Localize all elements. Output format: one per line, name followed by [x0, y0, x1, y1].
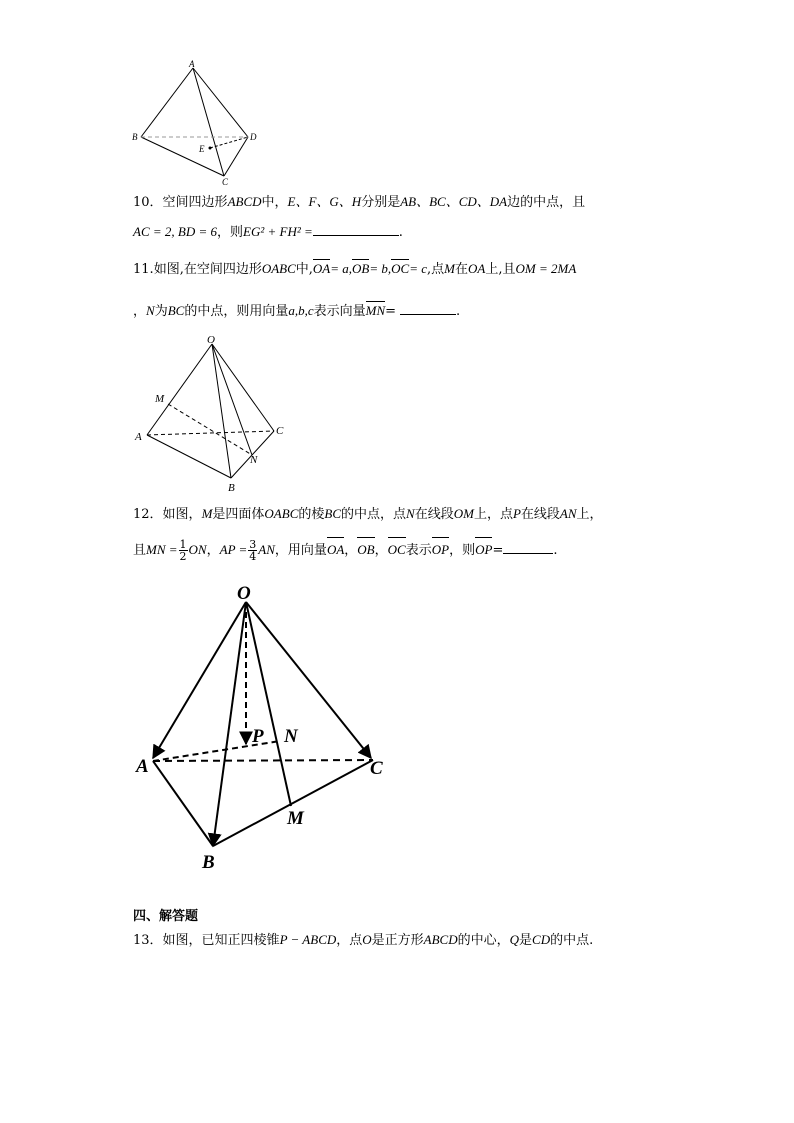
q13-text: 的中点. — [550, 933, 594, 948]
q12-eq: = — [492, 543, 504, 558]
q12-text: 且 — [133, 543, 147, 558]
q13-point-q: Q — [509, 932, 520, 947]
q12-text: 的棱 — [298, 507, 325, 522]
q12-text: 在线段 — [414, 507, 454, 522]
label-m: M — [287, 808, 304, 829]
label-c: C — [222, 177, 229, 187]
q12-end: . — [553, 543, 558, 558]
q10-quad: ABCD — [227, 194, 262, 209]
q11-text: 为 — [154, 304, 168, 319]
q12-text: ， — [374, 543, 388, 558]
q12-segment-an: AN — [559, 506, 577, 521]
label-c: C — [276, 425, 284, 437]
q13-square: ABCD — [423, 932, 458, 947]
q11-segment-bc: BC — [167, 303, 185, 318]
label-e: E — [199, 144, 205, 154]
segment-on — [212, 344, 252, 455]
q10-edges: AB、BC、CD、DA — [400, 194, 508, 209]
q11-text: 上,且 — [485, 262, 516, 277]
q13-text: 如图，已知正四棱锥 — [162, 933, 280, 948]
fraction-denominator: 4 — [249, 550, 257, 563]
q11-vector-oa: OA — [312, 261, 331, 276]
label-d: D — [250, 132, 257, 142]
edge-ab — [147, 435, 231, 478]
q12-answer-blank[interactable] — [503, 553, 553, 554]
q12-vector-oc: OC — [388, 538, 406, 562]
edge-cd — [224, 137, 248, 176]
q11-text: 表示向量 — [313, 304, 366, 319]
q11-point-n: N — [146, 303, 155, 318]
vector-oa — [153, 602, 246, 758]
label-o: O — [207, 334, 215, 346]
q11-point-m: M — [444, 261, 456, 276]
q10-end: . — [398, 225, 403, 240]
fraction-numerator: 1 — [179, 538, 187, 551]
vector-oc — [246, 602, 371, 758]
q12-text: ， — [206, 543, 220, 558]
q13-text: ，点 — [336, 933, 363, 948]
label-c: C — [370, 758, 383, 779]
q10-text: 空间四边形 — [162, 195, 228, 210]
q12-text: 上， — [576, 507, 603, 522]
q11-text: 中, — [295, 262, 313, 277]
q12-text: ，则 — [449, 543, 476, 558]
label-b: B — [228, 482, 235, 494]
figure-tetrahedron-abcd — [128, 58, 268, 188]
edge-ad — [193, 68, 248, 137]
q11-condition: OM = 2MA — [515, 261, 577, 276]
q12-line2 — [133, 538, 557, 563]
q10-expression: EG² + FH² = — [243, 224, 313, 239]
q10-text: 分别是 — [361, 195, 401, 210]
label-a: A — [136, 756, 149, 777]
q11-eq: = a, — [330, 261, 353, 276]
label-a: A — [135, 431, 142, 443]
q12-line1 — [133, 505, 603, 524]
edge-ac-dashed — [153, 760, 373, 761]
q12-number: 12． — [133, 507, 163, 522]
edge-bc — [213, 760, 373, 846]
q11-eq: = — [385, 304, 397, 319]
q12-vector-op: OP — [475, 538, 492, 562]
q12-text: ， — [344, 543, 358, 558]
label-m: M — [155, 393, 165, 405]
q11-text: ， — [133, 304, 147, 319]
q12-tetrahedron: OABC — [264, 506, 299, 521]
point-e — [209, 147, 212, 150]
fraction-denominator: 2 — [179, 550, 187, 563]
figure-space-quadrilateral-oabc — [130, 332, 300, 497]
q11-answer-blank[interactable] — [400, 314, 456, 315]
q13-text: 的中心， — [457, 933, 510, 948]
q13-number: 13． — [133, 933, 163, 948]
q11-eq: = b, — [369, 261, 392, 276]
edge-ac-hidden — [147, 431, 274, 435]
q11-vector-oc: OC — [391, 261, 410, 276]
q12-fraction-one-half — [179, 539, 188, 562]
q12-point-m: M — [201, 506, 213, 521]
q11-text: 的中点，则用向量 — [184, 304, 289, 319]
q12-text: 上，点 — [473, 507, 513, 522]
q11-text: 在 — [455, 262, 469, 277]
edge-ab — [141, 68, 193, 137]
edge-bc — [141, 137, 224, 176]
q10-points: E、F、G、H — [287, 194, 362, 209]
figure-tetrahedron-oabc — [128, 578, 403, 878]
q11-end: . — [456, 304, 461, 319]
q12-text: 的中点，点 — [341, 507, 407, 522]
q10-condition: AC = 2, BD = 6 — [133, 224, 217, 239]
edge-ab — [153, 761, 213, 846]
q12-text: 是四面体 — [212, 507, 265, 522]
edge-ob — [212, 344, 231, 478]
q11-vectors: a,b,c — [288, 303, 314, 318]
q11-segment-oa: OA — [468, 261, 486, 276]
q12-an: AN — [258, 542, 275, 557]
q11-vector-mn: MN — [365, 303, 386, 318]
label-n: N — [284, 726, 298, 747]
q10-text: 边的中点，且 — [507, 195, 586, 210]
q12-ap: AP = — [219, 542, 248, 557]
q13-text: 是正方形 — [371, 933, 424, 948]
fraction-numerator: 3 — [249, 538, 257, 551]
q12-text: 在线段 — [520, 507, 560, 522]
q11-vector-ob: OB — [352, 261, 370, 276]
q10-line1 — [133, 193, 585, 212]
q11-eq: = c — [409, 261, 428, 276]
label-a: A — [189, 59, 195, 69]
q11-text: ,点 — [427, 262, 445, 277]
label-n: N — [250, 454, 258, 466]
q10-answer-blank[interactable] — [313, 235, 399, 236]
q12-segment-bc: BC — [324, 506, 342, 521]
q12-vector-oa: OA — [327, 538, 344, 562]
q12-point-n: N — [406, 506, 415, 521]
section-heading: 四、解答题 — [133, 909, 199, 924]
q12-vector-ob: OB — [357, 538, 374, 562]
q13-line1 — [133, 931, 593, 950]
q11-line1 — [133, 260, 576, 279]
q12-mn: MN = — [146, 542, 178, 557]
q13-point-o: O — [362, 932, 372, 947]
vector-ob — [213, 602, 246, 846]
edge-oa — [147, 344, 212, 435]
segment-mn-hidden — [168, 404, 252, 455]
q12-fraction-three-quarters — [248, 539, 257, 562]
q12-text: ，用向量 — [274, 543, 327, 558]
segment-om — [246, 602, 291, 806]
q11-number: 11. — [133, 262, 154, 277]
q12-segment-om: OM — [453, 506, 474, 521]
q13-segment-cd: CD — [532, 932, 551, 947]
q13-pyramid: P − ABCD — [279, 932, 337, 947]
q10-line2 — [133, 223, 403, 242]
edge-ac — [193, 68, 224, 176]
q11-text: 如图,在空间四边形 — [153, 262, 262, 277]
q12-on: ON — [188, 542, 207, 557]
label-b: B — [202, 852, 215, 873]
label-b: B — [132, 132, 138, 142]
label-o: O — [237, 583, 251, 604]
q10-text: 中， — [261, 195, 288, 210]
q12-text: 表示 — [405, 543, 432, 558]
q10-number: 10． — [133, 195, 163, 210]
q11-quad: OABC — [261, 261, 296, 276]
label-p: P — [252, 726, 264, 747]
q12-text: 如图， — [162, 507, 202, 522]
q11-line2 — [133, 302, 460, 321]
q10-text: ，则 — [217, 225, 244, 240]
edge-oc — [212, 344, 274, 431]
q13-text: 是 — [519, 933, 533, 948]
q12-point-p: P — [512, 506, 521, 521]
q12-vector-op: OP — [432, 538, 449, 562]
